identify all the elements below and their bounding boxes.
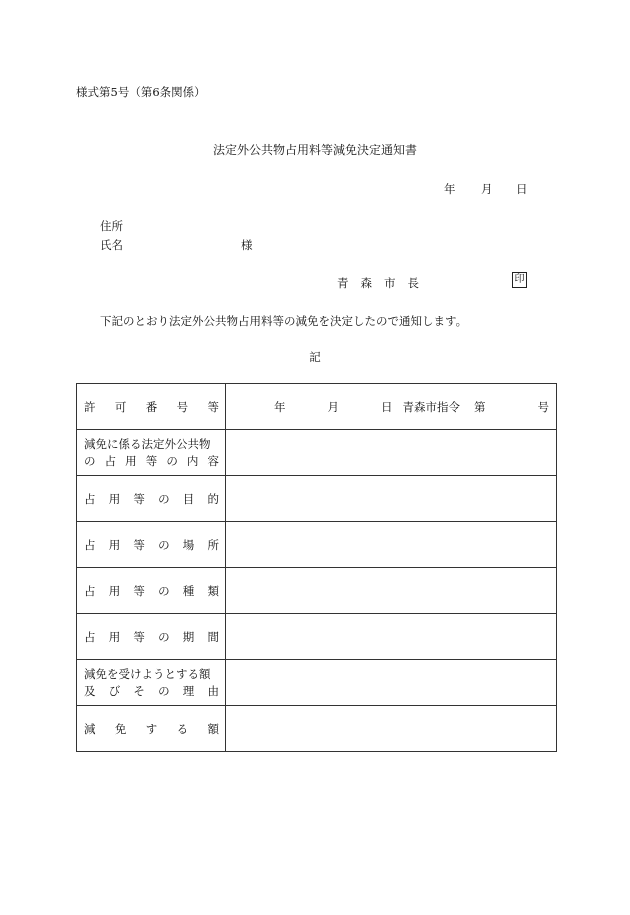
date-month-label: 月 xyxy=(481,182,493,196)
input-field-reduction-amount[interactable] xyxy=(226,706,557,752)
content-label-line2: の 占 用 等 の 内 容 xyxy=(84,454,219,468)
reduction-amount-label: 減 免 す る 額 xyxy=(84,721,219,736)
label-cell xyxy=(77,522,226,568)
intro-text: 下記のとおり法定外公共物占用料等の減免を決定したので通知します。 xyxy=(100,314,468,328)
label-cell xyxy=(77,476,226,522)
label-cell xyxy=(77,706,226,752)
permit-number-label: 許 可 番 号 等 xyxy=(84,399,219,414)
address-label: 住所 xyxy=(100,219,123,233)
label-cell xyxy=(77,660,226,706)
permit-number-value xyxy=(226,399,556,415)
permit-month: 月 xyxy=(327,399,339,414)
purpose-label: 占 用 等 の 目 的 xyxy=(84,491,219,506)
form-number: 様式第5号（第6条関係） xyxy=(76,85,206,99)
content-label-line1: 減免に係る法定外公共物 xyxy=(84,437,211,451)
table-row xyxy=(77,522,557,568)
input-field-content[interactable] xyxy=(226,430,557,476)
type-label: 占 用 等 の 種 類 xyxy=(84,583,219,598)
input-field-type[interactable] xyxy=(226,568,557,614)
label-cell xyxy=(77,430,226,476)
details-table xyxy=(76,383,557,752)
permit-year: 年 xyxy=(274,399,286,414)
label-cell xyxy=(77,568,226,614)
table-row xyxy=(77,614,557,660)
honorific: 様 xyxy=(241,238,253,252)
date-day-label: 日 xyxy=(516,182,528,196)
period-label: 占 用 等 の 期 間 xyxy=(84,629,219,644)
input-field-location[interactable] xyxy=(226,522,557,568)
ki-heading: 記 xyxy=(309,350,321,364)
input-field-purpose[interactable] xyxy=(226,476,557,522)
table-row xyxy=(77,384,557,430)
permit-no-suffix: 号 xyxy=(537,399,549,414)
table-row xyxy=(77,660,557,706)
input-field-period[interactable] xyxy=(226,614,557,660)
permit-no-prefix: 第 xyxy=(474,399,486,414)
location-label: 占 用 等 の 場 所 xyxy=(84,537,219,552)
date-year-label: 年 xyxy=(444,182,456,196)
reduction-request-label-line1: 減免を受けようとする額 xyxy=(84,667,211,681)
table-row xyxy=(77,706,557,752)
label-cell xyxy=(77,614,226,660)
permit-issuer: 青森市指令 xyxy=(402,399,460,414)
issuer-title: 青森市長 xyxy=(337,276,431,290)
seal-stamp: 印 xyxy=(512,272,527,288)
label-cell xyxy=(77,384,226,430)
name-label: 氏名 xyxy=(100,238,123,252)
table-row xyxy=(77,568,557,614)
table-row xyxy=(77,430,557,476)
input-field-reduction-request[interactable] xyxy=(226,660,557,706)
table-row xyxy=(77,476,557,522)
value-cell xyxy=(226,384,557,430)
permit-day: 日 xyxy=(381,399,393,414)
reduction-request-label-line2: 及 び そ の 理 由 xyxy=(84,684,219,698)
document-title: 法定外公共物占用料等減免決定通知書 xyxy=(212,143,417,157)
